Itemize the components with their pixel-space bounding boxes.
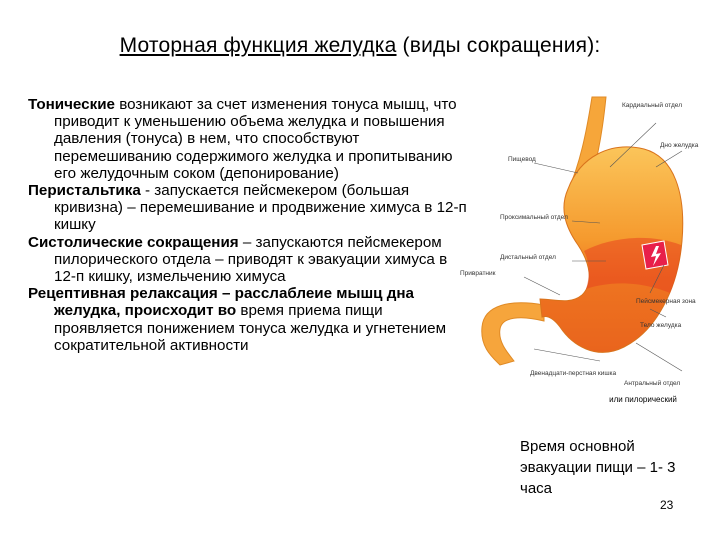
label-pylorus: Привратник [460, 270, 496, 277]
label-esophagus: Пищевод [508, 156, 536, 163]
label-antral: Антральный отдел [624, 380, 681, 387]
label-fundus: Дно желудка [660, 142, 699, 149]
term-peristalsis: Перистальтика [28, 182, 141, 200]
title-rest: (виды сокращения): [396, 34, 601, 57]
duodenum-shape [482, 303, 544, 365]
label-proximal: Проксимальный отдел [500, 214, 568, 221]
caption-small: или пилорический [609, 395, 677, 404]
label-duodenum: Двенадцати-перстная кишка [530, 370, 617, 377]
title-underlined: Моторная функция желудка [119, 34, 397, 57]
text-systolic: – запускаются пейсмекером пилорического отдела – приводят к эвакуации химуса в 12-п кишку, измельчению химуса [54, 233, 448, 286]
label-distal: Дистальный отдел [500, 254, 556, 261]
label-cardiac: Кардиальный отдел [622, 102, 683, 109]
slide-title [0, 34, 720, 58]
term-systolic: Систолические сокращения [28, 233, 239, 251]
label-body: Тело желудка [640, 322, 682, 329]
text-receptive: время приема пищи проявляется понижением тонуса желудка и угнетением сократительной активности [54, 302, 447, 354]
page-number: 23 [660, 498, 674, 512]
paragraph-receptive [28, 285, 468, 354]
label-pacemaker: Пейсмекерная зона [636, 298, 696, 305]
term-receptive: Рецептивная релаксация – расслаблеие мышц дна желудка, происходит во [28, 285, 414, 320]
text-peristalsis: - запускается пейсмекером (большая кривизна) – перемешивание и продвижение химуса в 12-п кишку [54, 182, 467, 234]
caption-main: Время основной эвакуации пищи – 1- 3 часа [520, 438, 676, 497]
paragraph-peristalsis [28, 182, 468, 234]
text-tonic: возникают за счет изменения тонуса мышц, что приводит к уменьшению объема желудка и повышения давления (тонуса) в нем, что способствуют перемешиванию содержимого желудка и пропитыванию его желудочным соком (депонирование) [54, 96, 457, 182]
paragraph-systolic [28, 234, 468, 286]
main-text [28, 96, 468, 354]
paragraph-tonic [28, 96, 468, 182]
term-tonic: Тонические [28, 96, 116, 113]
stomach-diagram [460, 95, 700, 390]
